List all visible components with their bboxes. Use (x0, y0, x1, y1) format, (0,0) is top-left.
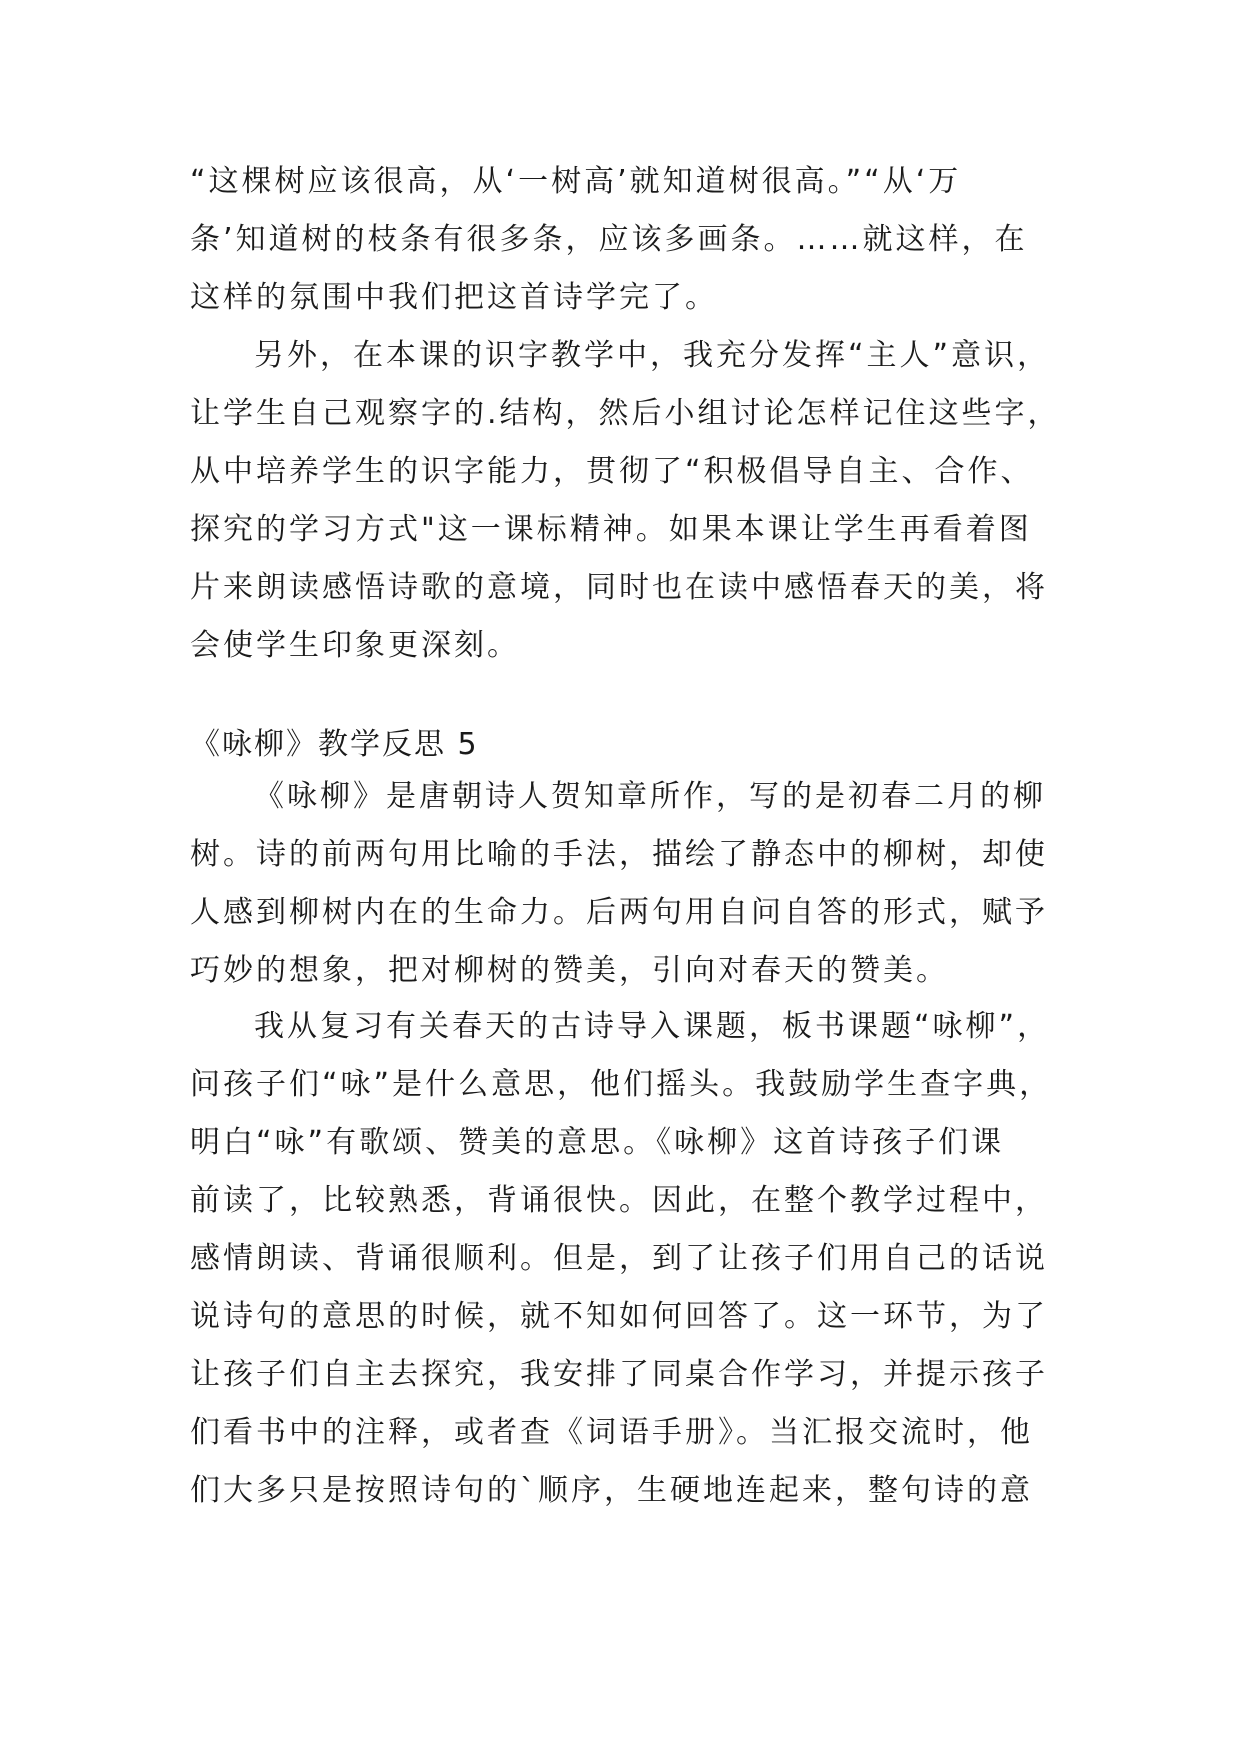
text-line: 条’知道树的枝条有很多条，应该多画条。……就这样，在 (190, 222, 1028, 257)
paragraph-lesson-process (190, 998, 1070, 1520)
text-line: 探究的学习方式"这一课标精神。如果本课让学生再看着图 (190, 512, 1032, 547)
text-line: 我从复习有关春天的古诗导入课题，板书课题“咏柳”， (254, 1009, 1051, 1044)
paragraph-literacy-teaching (190, 327, 1070, 675)
text-line: 这样的氛围中我们把这首诗学完了。 (190, 280, 718, 315)
text-line: 让孩子们自主去探究，我安排了同桌合作学习，并提示孩子 (190, 1357, 1048, 1392)
text-line: 前读了，比较熟悉，背诵很快。因此，在整个教学过程中， (190, 1183, 1048, 1218)
paragraph-continuation (190, 153, 1070, 327)
paragraph-poem-intro (190, 768, 1070, 1000)
section-heading: 《咏柳》教学反思 5 (190, 727, 479, 762)
text-line: 说诗句的意思的时候，就不知如何回答了。这一环节，为了 (190, 1299, 1048, 1334)
text-line: 明白“咏”有歌颂、赞美的意思。《咏柳》这首诗孩子们课 (190, 1125, 1005, 1160)
text-line: 树。诗的前两句用比喻的手法，描绘了静态中的柳树，却使 (190, 837, 1048, 872)
text-line: 让学生自己观察字的.结构，然后小组讨论怎样记住这些字， (190, 396, 1061, 431)
text-line: 片来朗读感悟诗歌的意境，同时也在读中感悟春天的美，将 (190, 570, 1048, 605)
text-line: 问孩子们“咏”是什么意思，他们摇头。我鼓励学生查字典， (190, 1067, 1053, 1102)
text-line: 《咏柳》是唐朝诗人贺知章所作，写的是初春二月的柳 (254, 779, 1046, 814)
text-line: 们大多只是按照诗句的`顺序，生硬地连起来，整句诗的意 (190, 1473, 1033, 1508)
text-line: “这棵树应该很高，从‘一树高’就知道树很高。”“从‘万 (190, 164, 962, 199)
text-line: 人感到柳树内在的生命力。后两句用自问自答的形式，赋予 (190, 895, 1048, 930)
text-line: 会使学生印象更深刻。 (190, 628, 520, 663)
text-line: 感情朗读、背诵很顺利。但是，到了让孩子们用自己的话说 (190, 1241, 1048, 1276)
text-line: 从中培养学生的识字能力，贯彻了“积极倡导自主、合作、 (190, 454, 1034, 489)
text-line: 巧妙的想象，把对柳树的赞美，引向对春天的赞美。 (190, 953, 949, 988)
text-line: 另外，在本课的识字教学中，我充分发挥“主人”意识， (254, 338, 1051, 373)
text-line: 们看书中的注释，或者查《词语手册》。当汇报交流时，他 (190, 1415, 1033, 1450)
